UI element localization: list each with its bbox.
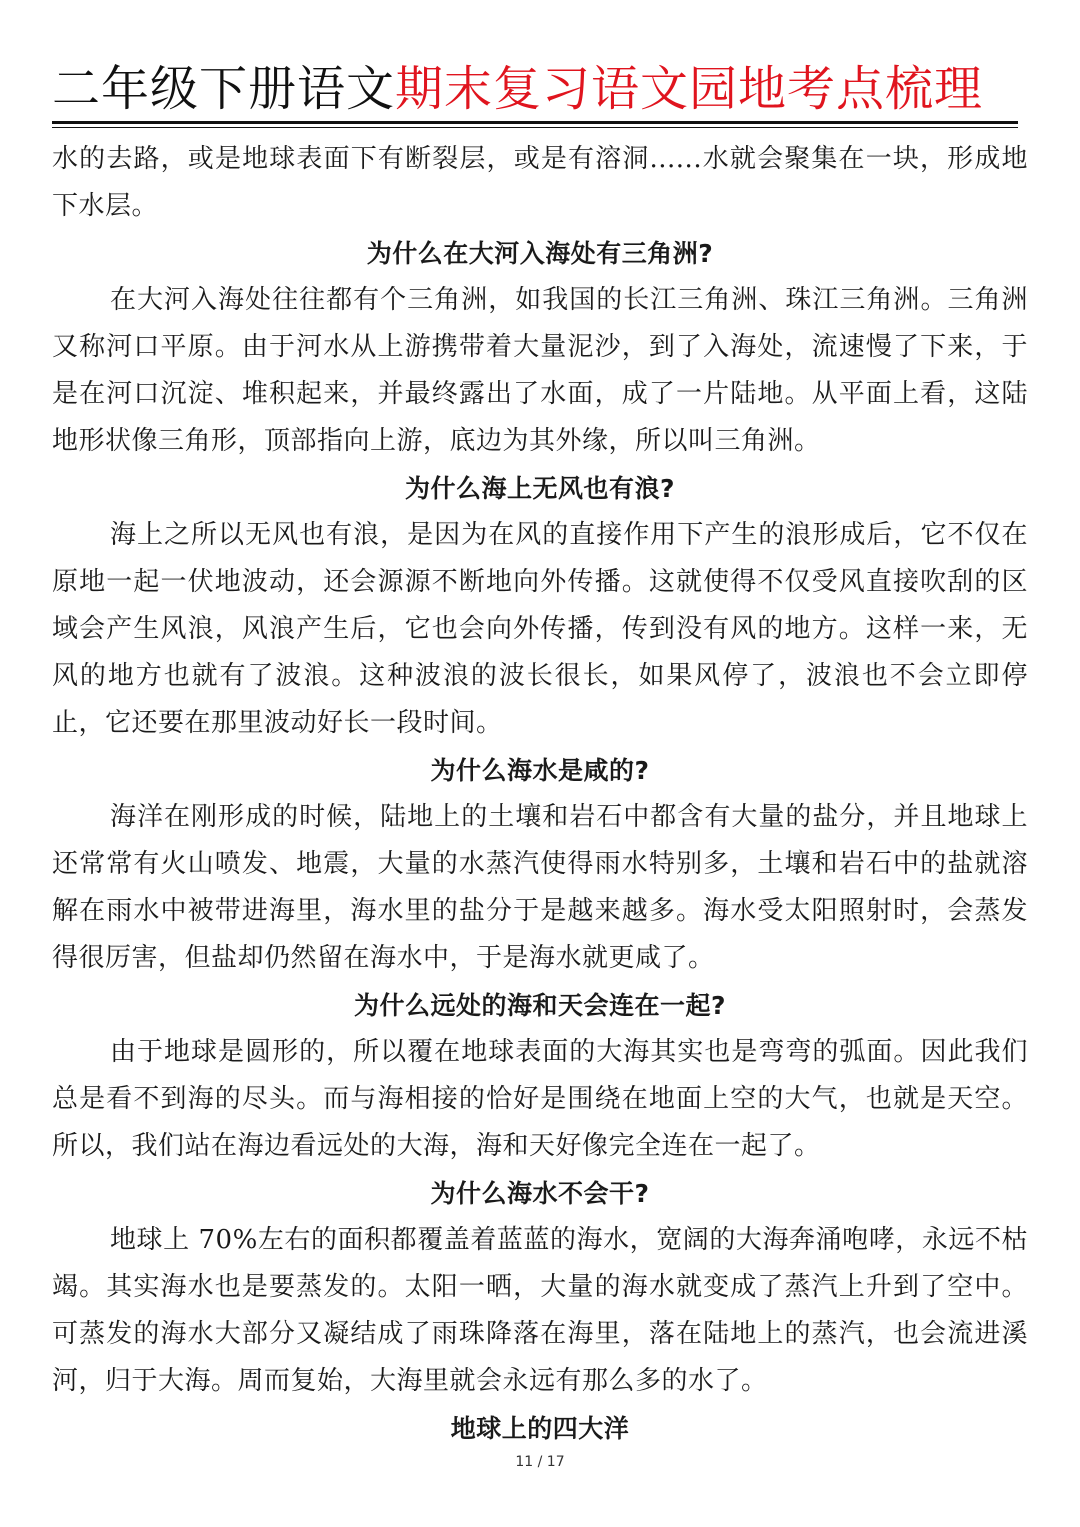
section-heading-salty-sea: 为什么海水是咸的? [430,756,650,785]
section-heading-waves: 为什么海上无风也有浪? [404,474,675,503]
section-body-sea-never-dries: 地球上 70%左右的面积都覆盖着蓝蓝的海水，宽阔的大海奔涌咆哮，永远不枯竭。其实海水也是要蒸发的。太阳一晒，大量的海水就变成了蒸汽上升到了空中。可蒸发的海水大部分又凝结成了雨珠降落在海里，落在陆地上的蒸汽，也会流进溪河，归于大海。周而复始，大海里就会永远有那么多的水了。 [52,1225,1028,1396]
section-heading-horizon: 为什么远处的海和天会连在一起? [353,991,726,1020]
page-title [52,56,983,122]
section-body-salty-sea: 海洋在刚形成的时候，陆地上的土壤和岩石中都含有大量的盐分，并且地球上还常常有火山喷发、地震，大量的水蒸汽使得雨水特别多，土壤和岩石中的盐就溶解在雨水中被带进海里，海水里的盐分于是越来越多。海水受太阳照射时，会蒸发得很厉害，但盐却仍然留在海水中，于是海水就更咸了。 [52,802,1028,973]
header-rule-thin [52,127,1018,128]
section-heading-delta: 为什么在大河入海处有三角洲? [366,239,714,268]
page-header [52,56,1028,128]
document-body [52,136,1028,1452]
header-rule-thick [52,121,1018,124]
section-body-waves: 海上之所以无风也有浪，是因为在风的直接作用下产生的浪形成后，它不仅在原地一起一伏地波动，还会源源不断地向外传播。这就使得不仅受风直接吹刮的区域会产生风浪，风浪产生后，它也会向外传播，传到没有风的地方。这样一来，无风的地方也就有了波浪。这种波浪的波长很长，如果风停了，波浪也不会立即停止，它还要在那里波动好长一段时间。 [52,520,1028,738]
intro-paragraph: 水的去路，或是地球表面下有断裂层，或是有溶洞......水就会聚集在一块，形成地下水层。 [52,144,1028,221]
page-title-topic: 期末复习语文园地考点梳理 [395,61,984,117]
section-heading-sea-never-dries: 为什么海水不会干? [430,1179,650,1208]
section-body-horizon: 由于地球是圆形的，所以覆在地球表面的大海其实也是弯弯的弧面。因此我们总是看不到海的尽头。而与海相接的恰好是围绕在地面上空的大气，也就是天空。所以，我们站在海边看远处的大海，海和天好像完全连在一起了。 [52,1037,1028,1161]
page-number: 11 / 17 [515,1454,565,1470]
page-title-grade: 二年级下册语文 [52,61,396,117]
section-heading-four-oceans: 地球上的四大洋 [450,1414,630,1443]
section-body-delta: 在大河入海处往往都有个三角洲，如我国的长江三角洲、珠江三角洲。三角洲又称河口平原。由于河水从上游携带着大量泥沙，到了入海处，流速慢了下来，于是在河口沉淀、堆积起来，并最终露出了水面，成了一片陆地。从平面上看，这陆地形状像三角形，顶部指向上游，底边为其外缘，所以叫三角洲。 [52,285,1028,456]
